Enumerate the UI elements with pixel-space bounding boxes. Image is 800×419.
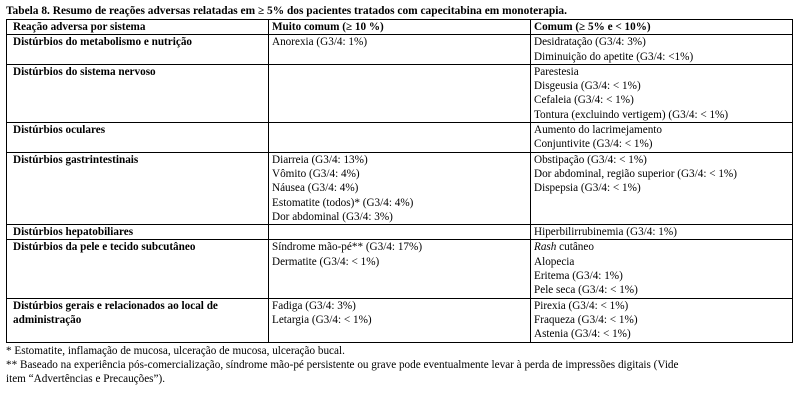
header-common: Comum (≥ 5% e < 10%) — [531, 20, 793, 35]
reaction-item: Síndrome mão-pé** (G3/4: 17%) — [272, 241, 423, 254]
reaction-item: Letargia (G3/4: < 1%) — [272, 313, 372, 326]
reaction-item: Hiperbilirrubinemia (G3/4: 1%) — [534, 226, 677, 239]
reaction-item: Diminuição do apetite (G3/4: <1%) — [534, 50, 694, 63]
reaction-item: Desidratação (G3/4: 3%) — [534, 36, 646, 49]
reaction-item: Anorexia (G3/4: 1%) — [272, 36, 368, 49]
reaction-item: Eritema (G3/4: 1%) — [534, 270, 623, 283]
system-cell — [7, 64, 269, 122]
reaction-item: Estomatite (todos)* (G3/4: 4%) — [272, 196, 414, 209]
common-cell — [531, 225, 793, 240]
system-name: Distúrbios gerais e relacionados ao local de — [13, 299, 218, 312]
system-name: administração — [13, 313, 82, 326]
rash-rest-text: cutâneo — [556, 241, 594, 254]
reaction-item: Disgeusia (G3/4: < 1%) — [534, 80, 641, 93]
reaction-item: Dermatite (G3/4: < 1%) — [272, 255, 380, 268]
very-common-cell — [269, 298, 531, 342]
footnote: item “Advertências e Precauções”). — [6, 372, 166, 385]
very-common-cell — [269, 35, 531, 65]
reaction-item: Conjuntivite (G3/4: < 1%) — [534, 138, 653, 151]
table-row — [7, 240, 793, 298]
reaction-item: Vômito (G3/4: 4%) — [272, 167, 360, 180]
reaction-item: Dispepsia (G3/4: < 1%) — [534, 182, 641, 195]
system-cell — [7, 35, 269, 65]
common-cell — [531, 298, 793, 342]
rash-italic-word: Rash — [534, 241, 557, 254]
system-cell — [7, 240, 269, 298]
table-row — [7, 298, 793, 342]
table-row — [7, 225, 793, 240]
footnote: ** Baseado na experiência pós-comercialização, síndrome mão-pé persistente ou grave pode eventualmente levar à perda de impressões digitais (Vide — [6, 358, 679, 371]
reaction-item: Náusea (G3/4: 4%) — [272, 182, 359, 195]
system-cell — [7, 152, 269, 224]
reaction-item: Tontura (excluindo vertigem) (G3/4: < 1%) — [534, 108, 729, 121]
very-common-cell — [269, 152, 531, 224]
system-name: Distúrbios do metabolismo e nutrição — [13, 36, 192, 49]
reaction-item: Fraqueza (G3/4: < 1%) — [534, 313, 638, 326]
reaction-item: Parestesia — [534, 65, 579, 78]
table-row — [7, 152, 793, 224]
table-caption: Tabela 8. Resumo de reações adversas relatadas em ≥ 5% dos pacientes tratados com capecitabina em monoterapia. — [6, 5, 567, 17]
reaction-item: Alopecia — [534, 255, 575, 268]
system-name: Distúrbios do sistema nervoso — [13, 65, 156, 78]
very-common-cell — [269, 225, 531, 240]
system-name: Distúrbios oculares — [13, 124, 106, 137]
footnote: * Estomatite, inflamação de mucosa, ulceração de mucosa, ulceração bucal. — [6, 344, 345, 357]
footnotes — [6, 344, 794, 386]
very-common-cell — [269, 240, 531, 298]
table-row — [7, 123, 793, 153]
reaction-item — [534, 240, 789, 254]
common-cell — [531, 152, 793, 224]
system-name: Distúrbios hepatobiliares — [13, 226, 134, 239]
reaction-item: Pirexia (G3/4: < 1%) — [534, 299, 629, 312]
table-row — [7, 64, 793, 122]
table-header-row — [7, 20, 793, 35]
reaction-item: Obstipação (G3/4: < 1%) — [534, 153, 647, 166]
header-system: Reação adversa por sistema — [7, 20, 269, 35]
reaction-item: Dor abdominal (G3/4: 3%) — [272, 210, 393, 223]
reaction-item: Cefaleia (G3/4: < 1%) — [534, 94, 634, 107]
common-cell — [531, 64, 793, 122]
table-row — [7, 35, 793, 65]
reaction-item: Dor abdominal, região superior (G3/4: < 1%) — [534, 167, 737, 180]
very-common-cell — [269, 123, 531, 153]
system-cell — [7, 225, 269, 240]
reaction-item: Astenia (G3/4: < 1%) — [534, 328, 631, 341]
system-cell — [7, 298, 269, 342]
system-name: Distúrbios gastrintestinais — [13, 153, 139, 166]
very-common-cell — [269, 64, 531, 122]
adverse-reactions-table — [6, 19, 793, 343]
reaction-item: Aumento do lacrimejamento — [534, 124, 662, 137]
common-cell — [531, 240, 793, 298]
common-cell — [531, 123, 793, 153]
reaction-item: Fadiga (G3/4: 3%) — [272, 299, 356, 312]
system-cell — [7, 123, 269, 153]
header-very-common: Muito comum (≥ 10 %) — [269, 20, 531, 35]
common-cell — [531, 35, 793, 65]
system-name: Distúrbios da pele e tecido subcutâneo — [13, 241, 196, 254]
reaction-item: Diarreia (G3/4: 13%) — [272, 153, 368, 166]
reaction-item: Pele seca (G3/4: < 1%) — [534, 284, 638, 297]
